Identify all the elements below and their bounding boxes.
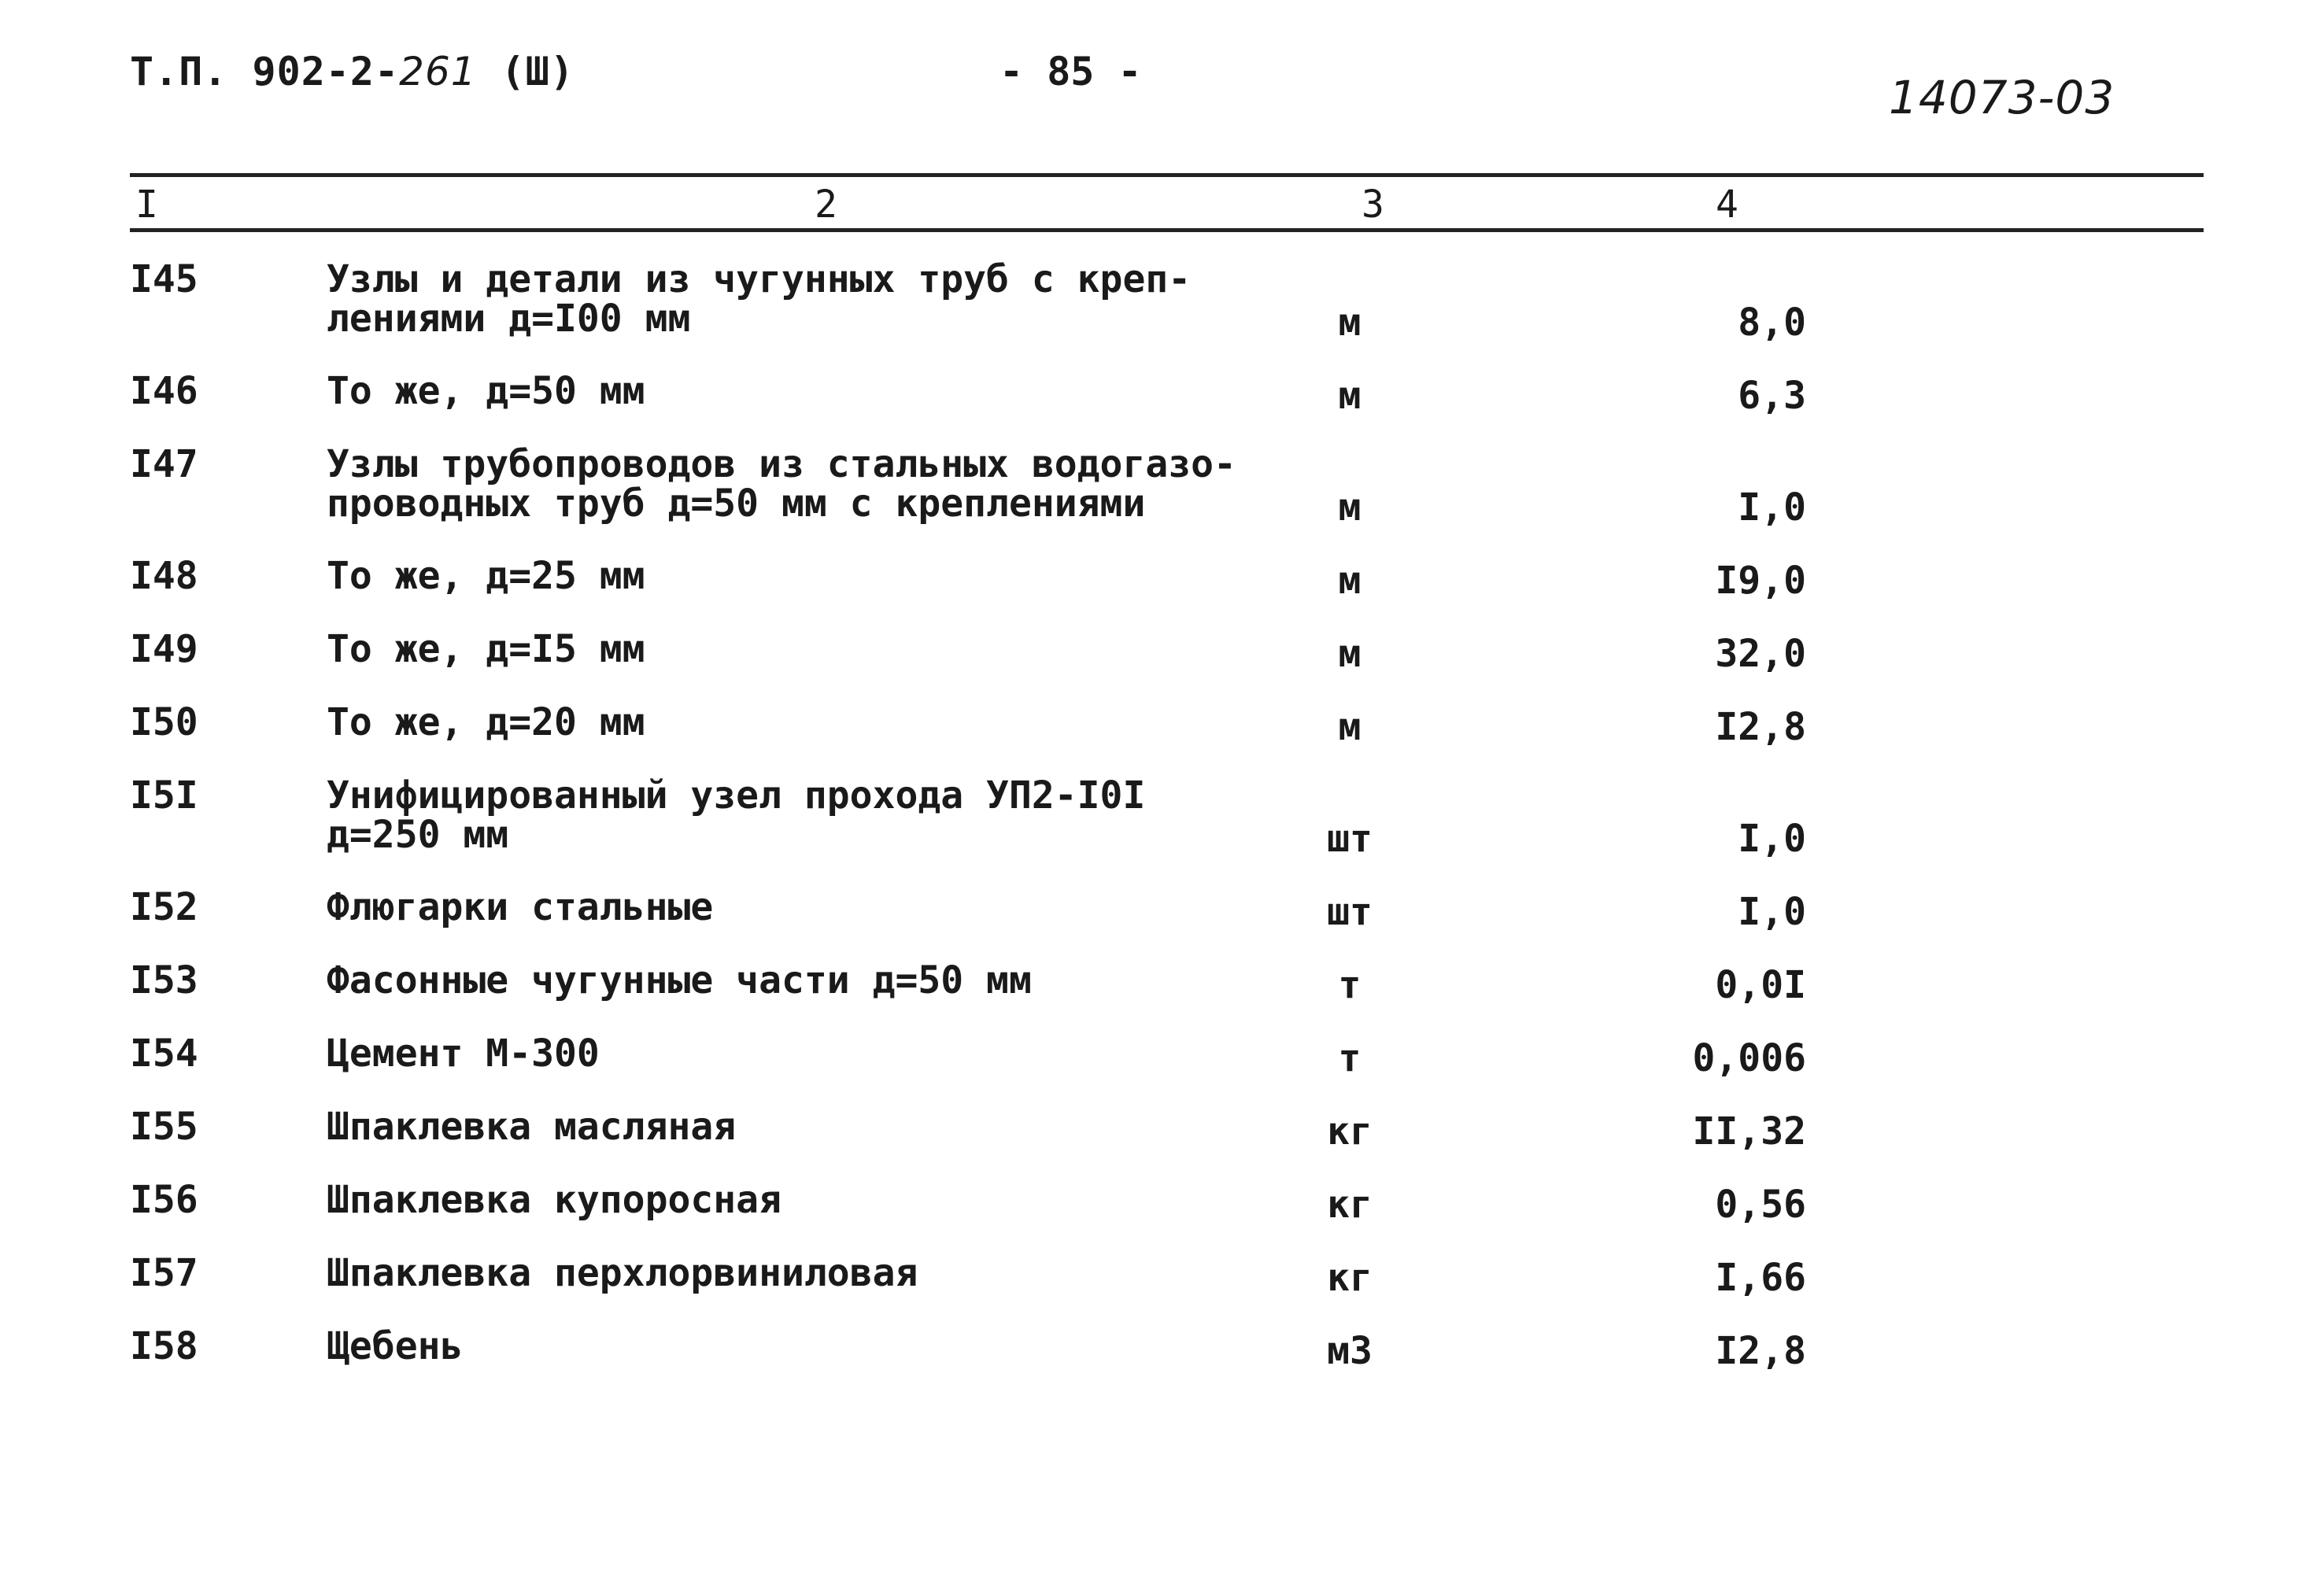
row-number: I5I — [130, 773, 198, 818]
table-top-rule — [130, 173, 2204, 177]
row-description: Шпаклевка купоросная — [327, 1178, 781, 1222]
row-description: Фасонные чугунные части д=50 мм — [327, 958, 1032, 1002]
row-quantity: I,0 — [1738, 485, 1806, 530]
row-quantity: II,32 — [1692, 1109, 1806, 1154]
row-quantity: 6,3 — [1738, 374, 1806, 418]
row-unit: кг — [1327, 1109, 1373, 1154]
row-unit: м — [1338, 705, 1362, 749]
row-description: Флюгарки стальные — [327, 885, 714, 929]
row-description: То же, д=50 мм — [327, 369, 645, 413]
series-prefix: Т.П. 902-2- — [130, 49, 400, 94]
row-description: Узлы и детали из чугунных труб с креп- лениями д=I00 мм — [327, 257, 1192, 341]
column-header-1: I — [135, 183, 158, 227]
row-quantity: 8,0 — [1738, 301, 1806, 345]
row-description: Унифицированный узел прохода УП2-I0I д=250 мм — [327, 773, 1146, 857]
row-quantity: 0,56 — [1715, 1183, 1806, 1227]
row-description: То же, д=I5 мм — [327, 627, 645, 671]
row-unit: т — [1338, 1036, 1362, 1080]
row-number: I49 — [130, 627, 198, 671]
row-quantity: I,66 — [1715, 1256, 1806, 1300]
document-code: 14073-03 — [1889, 71, 2115, 124]
column-header-3: 3 — [1362, 183, 1384, 227]
row-number: I56 — [130, 1178, 198, 1222]
row-quantity: 0,0I — [1715, 963, 1806, 1007]
row-number: I58 — [130, 1324, 198, 1368]
series-handwritten: 261 — [399, 49, 477, 94]
row-number: I54 — [130, 1032, 198, 1076]
row-description: Щебень — [327, 1324, 464, 1368]
row-description: Цемент М-300 — [327, 1032, 600, 1076]
row-unit: кг — [1327, 1183, 1373, 1227]
row-unit: т — [1338, 963, 1362, 1007]
row-number: I45 — [130, 257, 198, 301]
row-unit: м — [1338, 301, 1362, 345]
row-quantity: I,0 — [1738, 890, 1806, 934]
row-unit: шт — [1327, 817, 1373, 861]
row-number: I52 — [130, 885, 198, 929]
row-description: Узлы трубопроводов из стальных водогазо- проводных труб д=50 мм с креплениями — [327, 442, 1236, 526]
row-number: I48 — [130, 554, 198, 598]
row-unit: м — [1338, 485, 1362, 530]
row-quantity: 0,006 — [1692, 1036, 1806, 1080]
row-quantity: I,0 — [1738, 817, 1806, 861]
row-unit: м — [1338, 559, 1362, 603]
column-header-4: 4 — [1716, 183, 1738, 227]
row-number: I46 — [130, 369, 198, 413]
row-description: То же, д=25 мм — [327, 554, 645, 598]
series-suffix: (Ш) — [476, 49, 575, 94]
row-number: I50 — [130, 700, 198, 744]
table-header-rule — [130, 228, 2204, 232]
row-description: То же, д=20 мм — [327, 700, 645, 744]
series-number — [130, 49, 575, 94]
column-header-2: 2 — [815, 183, 837, 227]
row-number: I57 — [130, 1251, 198, 1295]
row-unit: кг — [1327, 1256, 1373, 1300]
row-number: I47 — [130, 442, 198, 486]
row-unit: м — [1338, 374, 1362, 418]
row-unit: м3 — [1327, 1329, 1373, 1373]
row-number: I53 — [130, 958, 198, 1002]
row-number: I55 — [130, 1105, 198, 1149]
page-number: - 85 - — [999, 49, 1142, 94]
row-unit: м — [1338, 632, 1362, 676]
row-unit: шт — [1327, 890, 1373, 934]
row-description: Шпаклевка масляная — [327, 1105, 737, 1149]
row-quantity: I2,8 — [1715, 1329, 1806, 1373]
row-quantity: 32,0 — [1715, 632, 1806, 676]
row-description: Шпаклевка перхлорвиниловая — [327, 1251, 918, 1295]
row-quantity: I9,0 — [1715, 559, 1806, 603]
row-quantity: I2,8 — [1715, 705, 1806, 749]
